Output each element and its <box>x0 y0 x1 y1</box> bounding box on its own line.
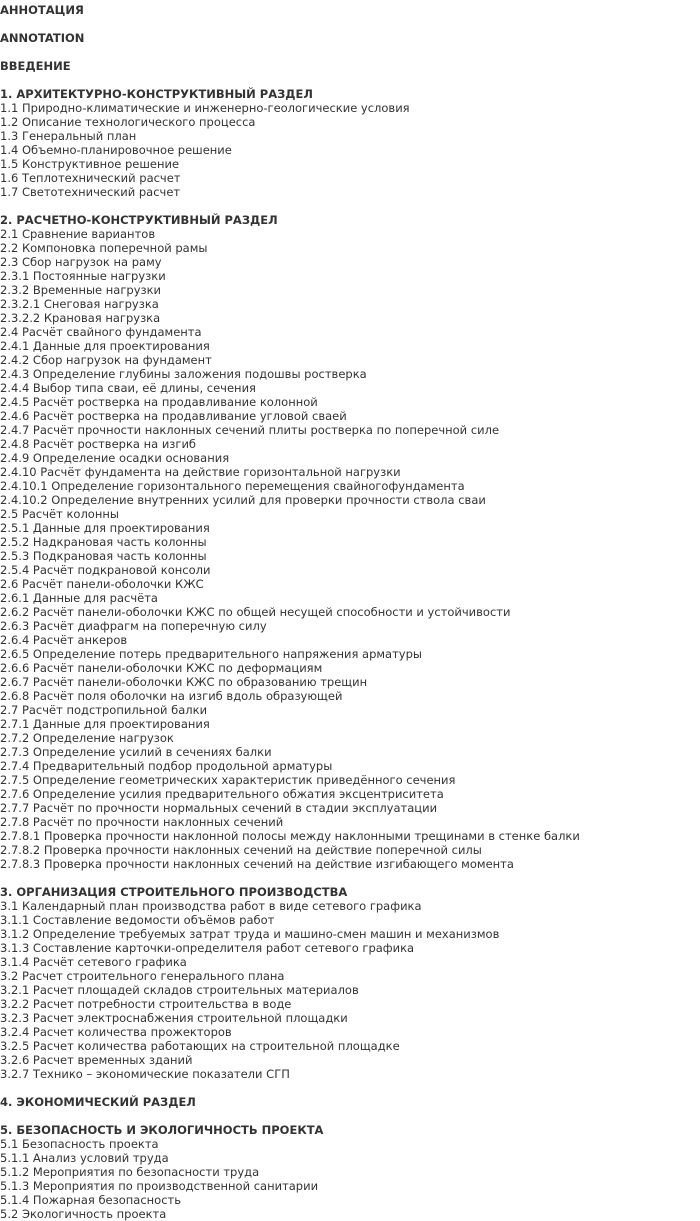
toc-entry: 2.6.5 Определение потерь предварительного напряжения арматуры <box>0 647 422 661</box>
toc-entry: 2.5.4 Расчёт подкрановой консоли <box>0 563 211 577</box>
toc-entry: 2.6.6 Расчёт панели-оболочки КЖС по деформациям <box>0 661 323 675</box>
toc-entry: 2.6 Расчёт панели-оболочки КЖС <box>0 577 204 591</box>
spacer <box>0 73 700 87</box>
toc-entry: 2.7.2 Определение нагрузок <box>0 731 174 745</box>
toc-entry: 2.4.6 Расчёт ростверка на продавливание угловой сваей <box>0 409 347 423</box>
toc-entry: 3.2.7 Технико – экономические показатели СГП <box>0 1067 290 1081</box>
toc-entry: 1.6 Теплотехнический расчет <box>0 171 181 185</box>
toc-entry: 2.3.2.2 Крановая нагрузка <box>0 311 161 325</box>
toc-entry: 2.4 Расчёт свайного фундамента <box>0 325 202 339</box>
toc-entry: 2.4.3 Определение глубины заложения подошвы ростверка <box>0 367 367 381</box>
toc-entry: 2.6.7 Расчёт панели-оболочки КЖС по образованию трещин <box>0 675 368 689</box>
section-title: 4. ЭКОНОМИЧЕСКИЙ РАЗДЕЛ <box>0 1095 196 1109</box>
toc-entry: 5.1 Безопасность проекта <box>0 1137 159 1151</box>
toc-entry: 5.1.1 Анализ условий труда <box>0 1151 169 1165</box>
spacer <box>0 1081 700 1095</box>
section-title: 5. БЕЗОПАСНОСТЬ И ЭКОЛОГИЧНОСТЬ ПРОЕКТА <box>0 1123 324 1137</box>
toc-entry: 3.2.2 Расчет потребности строительства в воде <box>0 997 292 1011</box>
spacer <box>0 199 700 213</box>
toc-entry: 2.4.1 Данные для проектирования <box>0 339 210 353</box>
toc-entry: 5.2 Экологичность проекта <box>0 1207 167 1221</box>
toc-entry: 2.5.2 Надкрановая часть колонны <box>0 535 207 549</box>
toc-entry: 3.2.5 Расчет количества работающих на строительной площадке <box>0 1039 400 1053</box>
toc-entry: 2.4.5 Расчёт ростверка на продавливание колонной <box>0 395 318 409</box>
toc-entry: 2.5.1 Данные для проектирования <box>0 521 210 535</box>
toc-entry: 2.6.8 Расчёт поля оболочки на изгиб вдоль образующей <box>0 689 343 703</box>
spacer <box>0 45 700 59</box>
toc-entry: 2.2 Компоновка поперечной рамы <box>0 241 208 255</box>
toc-entry: 3.2.3 Расчет электроснабжения строительной площадки <box>0 1011 348 1025</box>
toc-entry: 1.1 Природно-климатические и инженерно-геологические условия <box>0 101 410 115</box>
toc-entry: 2.7.8 Расчёт по прочности наклонных сечений <box>0 815 284 829</box>
spacer <box>0 1109 700 1123</box>
toc-entry: 2.7.1 Данные для проектирования <box>0 717 210 731</box>
section-title: 1. АРХИТЕКТУРНО-КОНСТРУКТИВНЫЙ РАЗДЕЛ <box>0 87 313 101</box>
section-title: 2. РАСЧЕТНО-КОНСТРУКТИВНЫЙ РАЗДЕЛ <box>0 213 278 227</box>
toc-entry: 2.4.7 Расчёт прочности наклонных сечений плиты ростверка по поперечной силе <box>0 423 500 437</box>
section-title: 3. ОРГАНИЗАЦИЯ СТРОИТЕЛЬНОГО ПРОИЗВОДСТВА <box>0 885 348 899</box>
spacer <box>0 17 700 31</box>
toc-entry: 2.4.4 Выбор типа сваи, её длины, сечения <box>0 381 256 395</box>
toc-entry: 2.7.5 Определение геометрических характеристик приведённого сечения <box>0 773 456 787</box>
toc-entry: 2.7.6 Определение усилия предварительного обжатия эксцентриситета <box>0 787 444 801</box>
toc-entry: 2.5.3 Подкрановая часть колонны <box>0 549 207 563</box>
toc-entry: 2.3.2.1 Снеговая нагрузка <box>0 297 159 311</box>
toc-entry: 2.5 Расчёт колонны <box>0 507 119 521</box>
toc-entry: 2.3.1 Постоянные нагрузки <box>0 269 166 283</box>
toc-entry: 5.1.2 Мероприятия по безопасности труда <box>0 1165 260 1179</box>
toc-entry: 2.3 Сбор нагрузок на раму <box>0 255 162 269</box>
toc-entry: 2.7.7 Расчёт по прочности нормальных сечений в стадии эксплуатации <box>0 801 438 815</box>
toc-entry: 3.1.2 Определение требуемых затрат труда и машино-смен машин и механизмов <box>0 927 500 941</box>
toc-entry: 5.1.3 Мероприятия по производственной санитарии <box>0 1179 319 1193</box>
toc-entry: 3.1.3 Составление карточки-определителя работ сетевого графика <box>0 941 415 955</box>
toc-entry: 3.1.4 Расчёт сетевого графика <box>0 955 187 969</box>
toc-entry: 2.4.10.1 Определение горизонтального перемещения свайногофундамента <box>0 479 465 493</box>
toc-entry: 1.3 Генеральный план <box>0 129 137 143</box>
toc-entry: 2.6.1 Данные для расчёта <box>0 591 158 605</box>
front-heading: ANNOTATION <box>0 31 85 45</box>
toc-entry: 2.3.2 Временные нагрузки <box>0 283 162 297</box>
toc-entry: 3.1.1 Составление ведомости объёмов работ <box>0 913 275 927</box>
front-heading: АННОТАЦИЯ <box>0 3 84 17</box>
toc-entry: 2.7.4 Предварительный подбор продольной арматуры <box>0 759 333 773</box>
toc-entry: 2.1 Сравнение вариантов <box>0 227 156 241</box>
toc-entry: 2.7.8.1 Проверка прочности наклонной полосы между наклонными трещинами в стенке балки <box>0 829 580 843</box>
toc-entry: 2.4.10 Расчёт фундамента на действие горизонтальной нагрузки <box>0 465 401 479</box>
toc-entry: 5.1.4 Пожарная безопасность <box>0 1193 182 1207</box>
toc-entry: 1.7 Светотехнический расчет <box>0 185 181 199</box>
toc-entry: 1.2 Описание технологического процесса <box>0 115 256 129</box>
toc-entry: 3.2.6 Расчет временных зданий <box>0 1053 193 1067</box>
spacer <box>0 871 700 885</box>
toc-entry: 2.7.8.2 Проверка прочности наклонных сечений на действие поперечной силы <box>0 843 482 857</box>
toc-entry: 2.6.2 Расчёт панели-оболочки КЖС по общей несущей способности и устойчивости <box>0 605 511 619</box>
toc-entry: 1.4 Объемно-планировочное решение <box>0 143 232 157</box>
toc-entry: 3.2 Расчет строительного генерального плана <box>0 969 285 983</box>
toc-entry: 2.4.10.2 Определение внутренних усилий для проверки прочности ствола сваи <box>0 493 486 507</box>
toc-entry: 2.7 Расчёт подстропильной балки <box>0 703 208 717</box>
toc-entry: 2.7.8.3 Проверка прочности наклонных сечений на действие изгибающего момента <box>0 857 514 871</box>
toc-entry: 2.6.4 Расчёт анкеров <box>0 633 128 647</box>
toc-entry: 2.6.3 Расчёт диафрагм на поперечную силу <box>0 619 267 633</box>
toc-entry: 3.2.4 Расчет количества прожекторов <box>0 1025 232 1039</box>
toc-entry: 3.1 Календарный план производства работ в виде сетевого графика <box>0 899 422 913</box>
toc-entry: 1.5 Конструктивное решение <box>0 157 180 171</box>
toc-entry: 3.2.1 Расчет площадей складов строительных материалов <box>0 983 359 997</box>
front-heading: ВВЕДЕНИЕ <box>0 59 71 73</box>
toc-entry: 2.4.2 Сбор нагрузок на фундамент <box>0 353 212 367</box>
toc-entry: 2.4.9 Определение осадки основания <box>0 451 230 465</box>
toc-entry: 2.4.8 Расчёт ростверка на изгиб <box>0 437 197 451</box>
toc-entry: 2.7.3 Определение усилий в сечениях балки <box>0 745 272 759</box>
